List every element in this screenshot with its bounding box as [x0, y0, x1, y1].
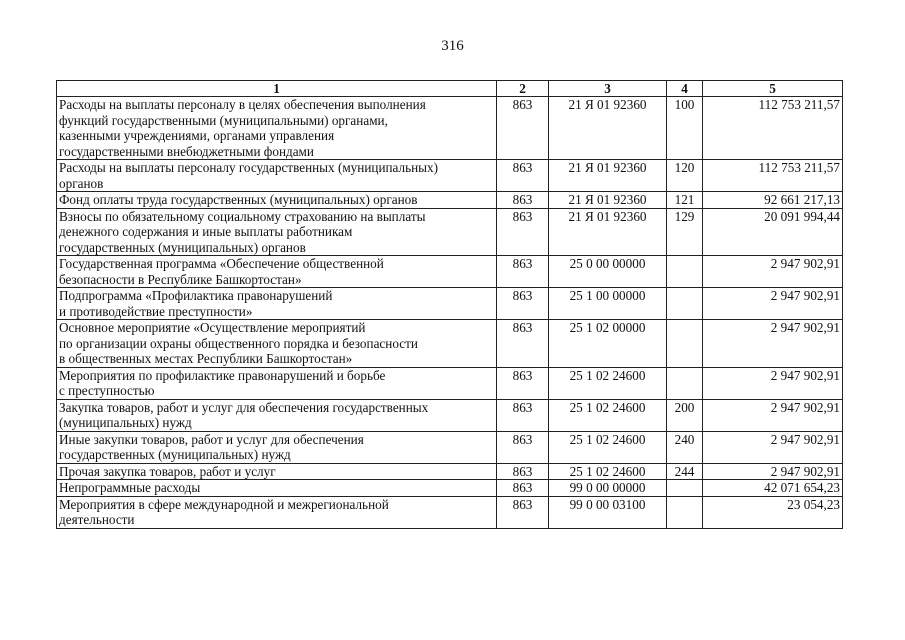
administrator-code-cell: 863: [497, 367, 549, 399]
expense-type-code-cell: [667, 480, 703, 497]
target-article-code-cell: 21 Я 01 92360: [549, 97, 667, 160]
target-article-code-cell: 25 1 02 24600: [549, 399, 667, 431]
expense-type-code-cell: 240: [667, 431, 703, 463]
expense-name-cell: Расходы на выплаты персоналу государственных (муниципальных) органов: [57, 160, 497, 192]
expense-type-code-cell: 200: [667, 399, 703, 431]
administrator-code-cell: 863: [497, 288, 549, 320]
amount-cell: 2 947 902,91: [703, 367, 843, 399]
target-article-code-cell: 21 Я 01 92360: [549, 160, 667, 192]
table-row: [57, 97, 843, 160]
administrator-code-cell: 863: [497, 256, 549, 288]
expense-name-cell: Основное мероприятие «Осуществление мероприятий по организации охраны общественного порядка и безопасности в общественных местах Республики Башкортостан»: [57, 320, 497, 368]
amount-cell: 2 947 902,91: [703, 463, 843, 480]
administrator-code-cell: 863: [497, 480, 549, 497]
amount-cell: 23 054,23: [703, 496, 843, 528]
target-article-code-cell: 99 0 00 00000: [549, 480, 667, 497]
expense-name-cell: Мероприятия в сфере международной и межрегиональной деятельности: [57, 496, 497, 528]
column-header-4: 4: [667, 81, 703, 97]
table-row: [57, 160, 843, 192]
administrator-code-cell: 863: [497, 320, 549, 368]
amount-cell: 2 947 902,91: [703, 256, 843, 288]
administrator-code-cell: 863: [497, 192, 549, 209]
table-row: [57, 256, 843, 288]
expense-name-cell: Государственная программа «Обеспечение общественной безопасности в Республике Башкортостан»: [57, 256, 497, 288]
expense-type-code-cell: 121: [667, 192, 703, 209]
amount-cell: 92 661 217,13: [703, 192, 843, 209]
budget-table: [56, 80, 843, 529]
administrator-code-cell: 863: [497, 463, 549, 480]
table-row: [57, 208, 843, 256]
expense-name-cell: Подпрограмма «Профилактика правонарушений и противодействие преступности»: [57, 288, 497, 320]
table-body: [57, 97, 843, 529]
administrator-code-cell: 863: [497, 431, 549, 463]
expense-name-cell: Непрограммные расходы: [57, 480, 497, 497]
administrator-code-cell: 863: [497, 399, 549, 431]
column-header-2: 2: [497, 81, 549, 97]
amount-cell: 2 947 902,91: [703, 431, 843, 463]
column-header-5: 5: [703, 81, 843, 97]
target-article-code-cell: 25 1 02 24600: [549, 431, 667, 463]
target-article-code-cell: 25 1 00 00000: [549, 288, 667, 320]
expense-type-code-cell: [667, 496, 703, 528]
expense-name-cell: Расходы на выплаты персоналу в целях обеспечения выполнения функций государственными (муниципальными) органами, казенными учреждениями, органами управления государственными внебюджетными фондами: [57, 97, 497, 160]
amount-cell: 2 947 902,91: [703, 320, 843, 368]
amount-cell: 2 947 902,91: [703, 399, 843, 431]
column-header-3: 3: [549, 81, 667, 97]
header-row: [57, 81, 843, 97]
expense-name-cell: Фонд оплаты труда государственных (муниципальных) органов: [57, 192, 497, 209]
table-row: [57, 192, 843, 209]
table-row: [57, 367, 843, 399]
table-row: [57, 431, 843, 463]
table-row: [57, 480, 843, 497]
expense-type-code-cell: 100: [667, 97, 703, 160]
target-article-code-cell: 25 1 02 00000: [549, 320, 667, 368]
expense-type-code-cell: [667, 256, 703, 288]
amount-cell: 2 947 902,91: [703, 288, 843, 320]
amount-cell: 112 753 211,57: [703, 97, 843, 160]
table-row: [57, 320, 843, 368]
table-row: [57, 399, 843, 431]
expense-name-cell: Мероприятия по профилактике правонарушений и борьбе с преступностью: [57, 367, 497, 399]
table-row: [57, 496, 843, 528]
target-article-code-cell: 21 Я 01 92360: [549, 192, 667, 209]
column-header-1: 1: [57, 81, 497, 97]
administrator-code-cell: 863: [497, 160, 549, 192]
amount-cell: 20 091 994,44: [703, 208, 843, 256]
table-row: [57, 463, 843, 480]
expense-name-cell: Закупка товаров, работ и услуг для обеспечения государственных (муниципальных) нужд: [57, 399, 497, 431]
expense-name-cell: Прочая закупка товаров, работ и услуг: [57, 463, 497, 480]
target-article-code-cell: 21 Я 01 92360: [549, 208, 667, 256]
expense-type-code-cell: [667, 367, 703, 399]
amount-cell: 112 753 211,57: [703, 160, 843, 192]
expense-type-code-cell: [667, 320, 703, 368]
target-article-code-cell: 25 1 02 24600: [549, 367, 667, 399]
administrator-code-cell: 863: [497, 496, 549, 528]
target-article-code-cell: 99 0 00 03100: [549, 496, 667, 528]
expense-type-code-cell: 120: [667, 160, 703, 192]
target-article-code-cell: 25 0 00 00000: [549, 256, 667, 288]
table-row: [57, 288, 843, 320]
page-number: 316: [441, 38, 464, 54]
expense-type-code-cell: [667, 288, 703, 320]
expense-name-cell: Иные закупки товаров, работ и услуг для обеспечения государственных (муниципальных) нужд: [57, 431, 497, 463]
administrator-code-cell: 863: [497, 208, 549, 256]
expense-name-cell: Взносы по обязательному социальному страхованию на выплаты денежного содержания и иные выплаты работникам государственных (муниципальных) органов: [57, 208, 497, 256]
target-article-code-cell: 25 1 02 24600: [549, 463, 667, 480]
expense-type-code-cell: 129: [667, 208, 703, 256]
expense-type-code-cell: 244: [667, 463, 703, 480]
administrator-code-cell: 863: [497, 97, 549, 160]
amount-cell: 42 071 654,23: [703, 480, 843, 497]
